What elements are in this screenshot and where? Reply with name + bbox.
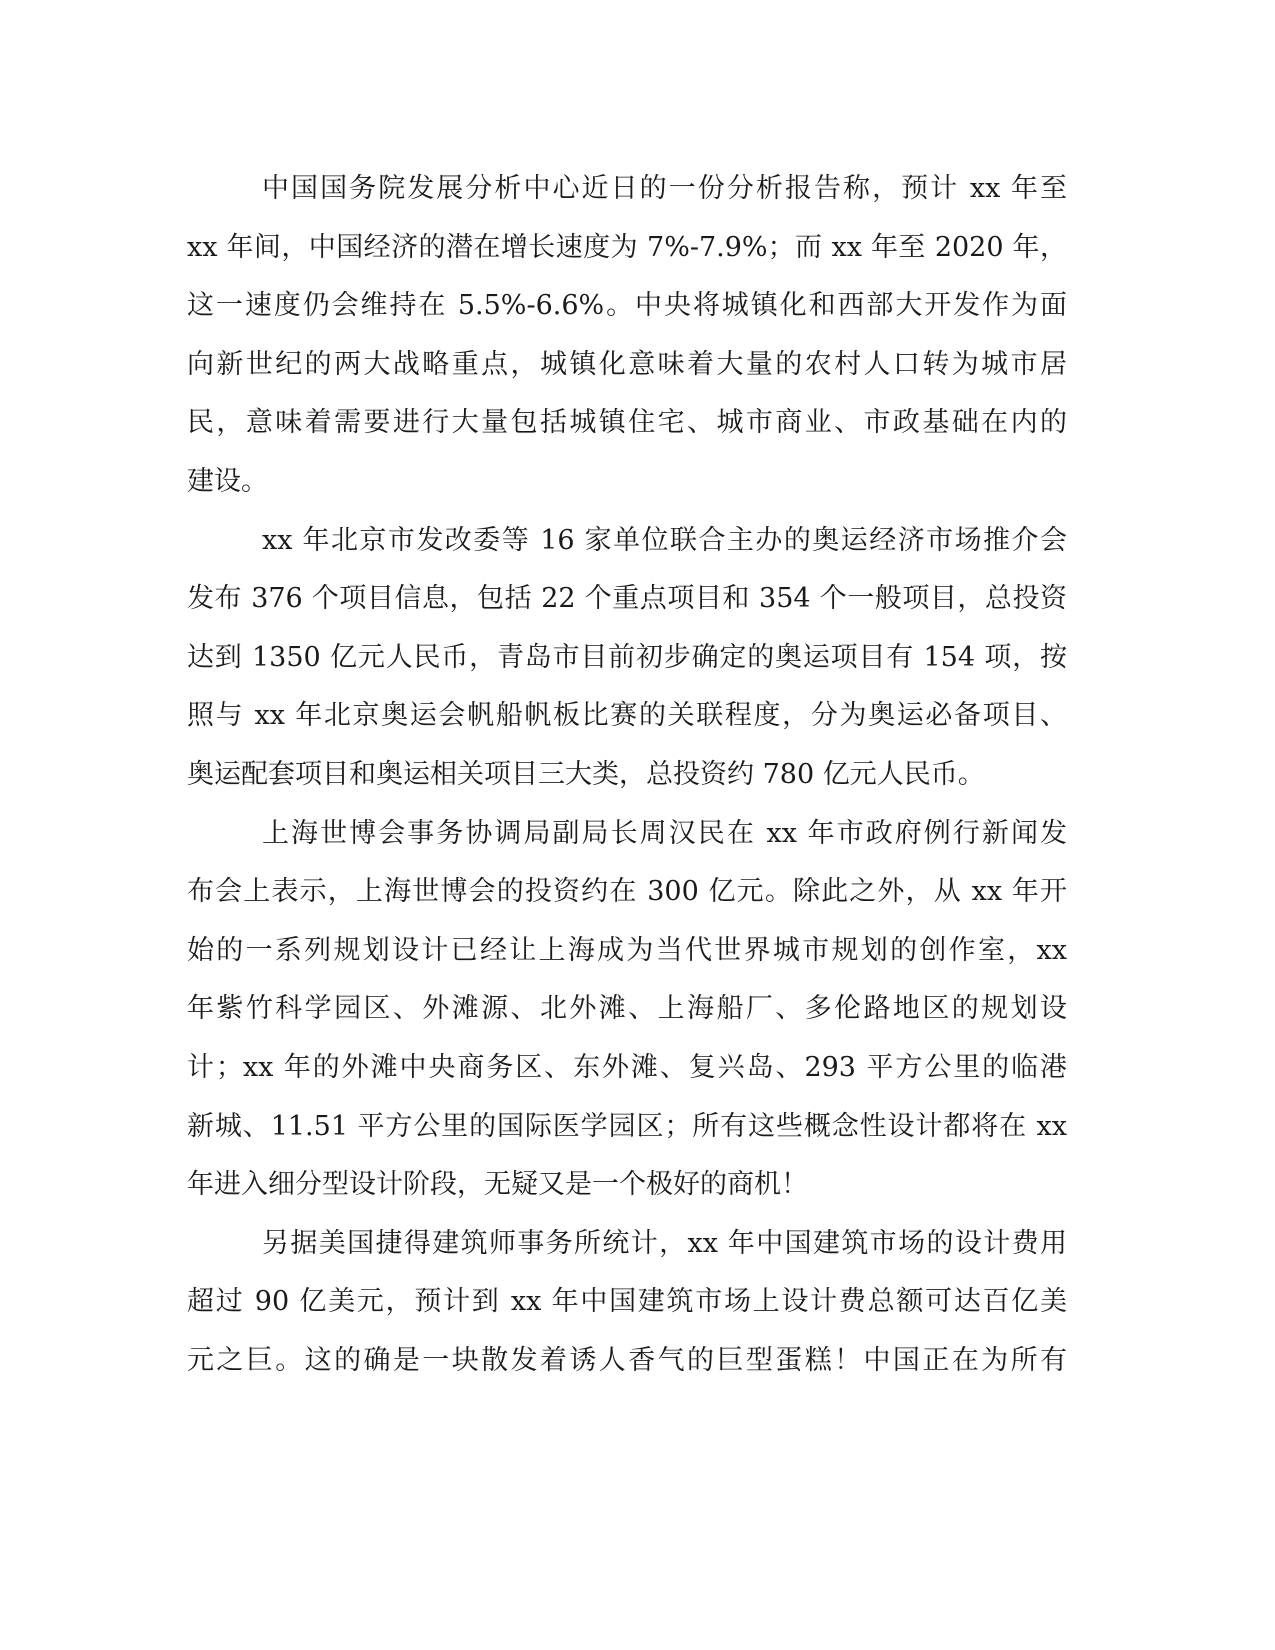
paragraph [187,1215,1067,1391]
paragraph-line: xx 年北京市发改委等 16 家单位联合主办的奥运经济市场推介会 [262,524,1067,556]
paragraph-line: 建设。 [187,465,268,497]
paragraph-line: 民，意味着需要进行大量包括城镇住宅、城市商业、市政基础在内的 [187,407,1067,439]
paragraph-line: 向新世纪的两大战略重点，城镇化意味着大量的农村人口转为城市居 [187,348,1067,380]
paragraph-line: 始的一系列规划设计已经让上海成为当代世界城市规划的创作室，xx [187,934,1067,966]
paragraph-line: 中国国务院发展分析中心近日的一份分析报告称，预计 xx 年至 [262,173,1067,204]
paragraph-line: 这一速度仍会维持在 5.5%-6.6%。中央将城镇化和西部大开发作为面 [187,290,1067,322]
paragraph [187,805,1067,1215]
paragraph-line: 超过 90 亿美元，预计到 xx 年中国建筑市场上设计费总额可达百亿美 [187,1286,1067,1318]
paragraph-line: 年进入细分型设计阶段，无疑又是一个极好的商机！ [187,1169,808,1201]
paragraph-line: 元之巨。这的确是一块散发着诱人香气的巨型蛋糕！中国正在为所有 [187,1344,1067,1376]
paragraph-line: 年紫竹科学园区、外滩源、北外滩、上海船厂、多伦路地区的规划设 [187,993,1067,1025]
document-body [187,160,1067,1390]
paragraph-line: 另据美国捷得建筑师事务所统计，xx 年中国建筑市场的设计费用 [262,1227,1067,1259]
paragraph-line: 照与 xx 年北京奥运会帆船帆板比赛的关联程度，分为奥运必备项目、 [187,700,1067,732]
paragraph-line: xx 年间，中国经济的潜在增长速度为 7%-7.9%；而 xx 年至 2020 年， [187,231,1067,263]
paragraph-line: 达到 1350 亿元人民币，青岛市目前初步确定的奥运项目有 154 项，按 [187,641,1067,673]
paragraph [187,512,1067,805]
paragraph-line: 上海世博会事务协调局副局长周汉民在 xx 年市政府例行新闻发 [262,817,1067,849]
paragraph-line: 奥运配套项目和奥运相关项目三大类，总投资约 780 亿元人民币。 [187,758,985,790]
paragraph-line: 发布 376 个项目信息，包括 22 个重点项目和 354 个一般项目，总投资 [187,583,1067,615]
paragraph-line: 新城、11.51 平方公里的国际医学园区；所有这些概念性设计都将在 xx [187,1110,1067,1142]
paragraph [187,160,1067,512]
paragraph-line: 布会上表示，上海世博会的投资约在 300 亿元。除此之外，从 xx 年开 [187,876,1067,908]
paragraph-line: 计；xx 年的外滩中央商务区、东外滩、复兴岛、293 平方公里的临港 [187,1051,1067,1083]
